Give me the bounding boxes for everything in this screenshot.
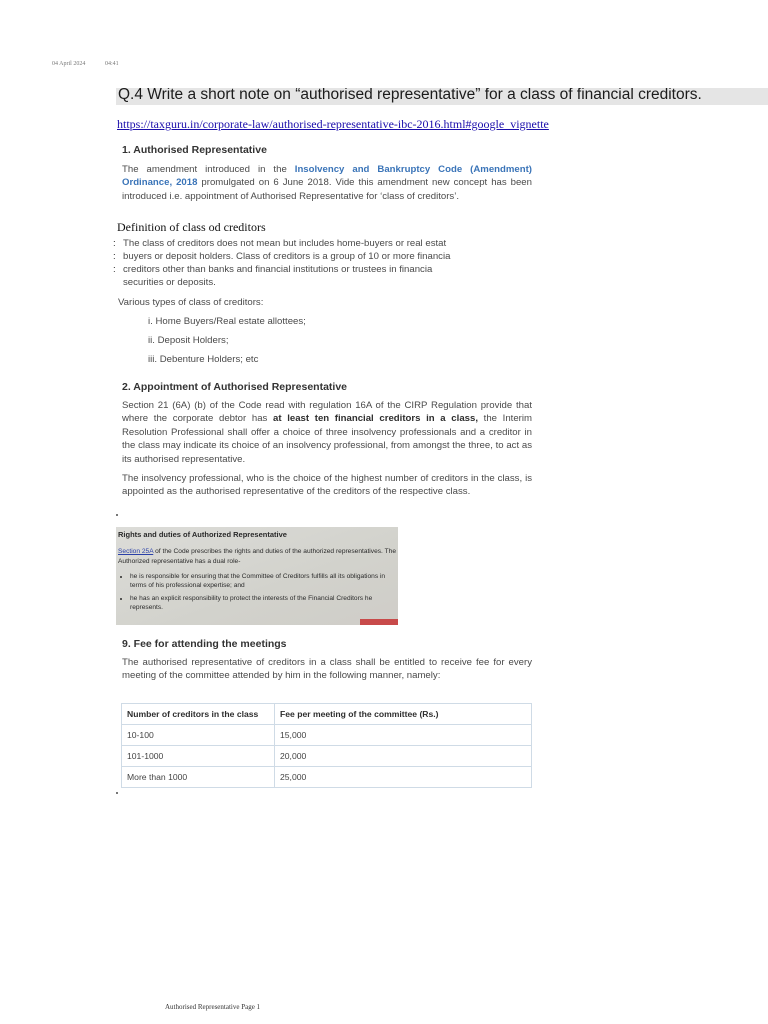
question-title-bar [116,88,768,105]
section-9-heading: 9. Fee for attending the meetings [122,638,287,650]
table-header-row [122,704,532,725]
table-header-cell: Number of creditors in the class [122,704,275,725]
photo-bullet: • he is responsible for ensuring that the Committee of Creditors fulfills all its obligations in terms of his professional expertise; and [130,572,394,590]
definition-line: : buyers or deposit holders. Class of creditors is a group of 10 or more financia [113,251,451,262]
photo-red-strip [360,619,398,625]
table-header-cell: Fee per meeting of the committee (Rs.) [275,704,532,725]
separator-dot [116,514,118,516]
definition-heading: Definition of class od creditors [117,220,266,234]
section-1-text-b: promulgated on 6 June 2018. Vide this amendment new concept has been introduced i.e. appointment of Authorised Representative for ‘class of creditors’. [122,177,532,202]
section-2-paragraph-1: Section 21 (6A) (b) of the Code read with regulation 16A of the CIRP Regulation provide that where the corporate debtor has at least ten financial creditors in a class, the Interim Resolution Professional shall offer a choice of three insolvency professionals and a creditor in the class may indicate its choice of an insolvency professional, from amongst the three, to act as its authorised representative. [122,400,532,465]
definition-line: : The class of creditors does not mean but includes home-buyers or real estat [113,238,447,249]
table-row [122,767,532,788]
types-intro: Various types of class of creditors: [118,297,264,308]
section-2-heading: 2. Appointment of Authorised Representative [122,381,347,393]
photo-bullet: • he has an explicit responsibility to protect the interests of the Financial Creditors he represents. [130,594,394,612]
fee-table [121,703,532,788]
definition-line: : creditors other than banks and financial institutions or trustees in financia [113,264,433,275]
definition-line: securities or deposits. [123,277,216,288]
table-cell: 10-100 [122,725,275,746]
photo-title: Rights and duties of Authorized Representative [118,530,287,539]
page-date: 04 April 2024 [52,61,86,67]
table-cell: 25,000 [275,767,532,788]
section-1-paragraph [122,163,532,203]
definition-block [113,238,505,292]
rights-duties-photo [116,527,398,625]
section-1-highlight: Insolvency and Bankruptcy Code (Amendment) Ordinance, 2018 [122,164,532,189]
section-9-paragraph: The authorised representative of creditors in a class shall be entitled to receive fee for every meeting of the committee attended by him in the following manner, namely: [122,657,532,682]
page-time: 04:41 [105,61,119,67]
source-link[interactable]: https://taxguru.in/corporate-law/authorised-representative-ibc-2016.html#google_vignette [117,117,549,131]
section-1-heading: 1. Authorised Representative [122,144,267,156]
table-row [122,746,532,767]
photo-intro: Section 25A of the Code prescribes the rights and duties of the authorized representatives. The Authorized representative has a dual role- [118,548,396,565]
types-item: iii. Debenture Holders; etc [148,354,259,365]
page-footer: Authorised Representative Page 1 [165,1003,261,1011]
types-item: ii. Deposit Holders; [148,335,229,346]
section-1-text-a: The amendment introduced in the [122,164,295,175]
table-cell: 15,000 [275,725,532,746]
question-title: Q.4 Write a short note on “authorised representative” for a class of financial creditors. [118,88,702,103]
types-item: i. Home Buyers/Real estate allottees; [148,316,306,327]
table-cell: 20,000 [275,746,532,767]
separator-dot [116,792,118,794]
table-cell: More than 1000 [122,767,275,788]
photo-bullet-list [116,572,394,616]
table-cell: 101-1000 [122,746,275,767]
table-row [122,725,532,746]
section-2-paragraph-2: The insolvency professional, who is the choice of the highest number of creditors in the class, is appointed as the authorised representative of the creditors of the respective class. [122,473,532,498]
photo-link: Section 25A [118,548,154,555]
